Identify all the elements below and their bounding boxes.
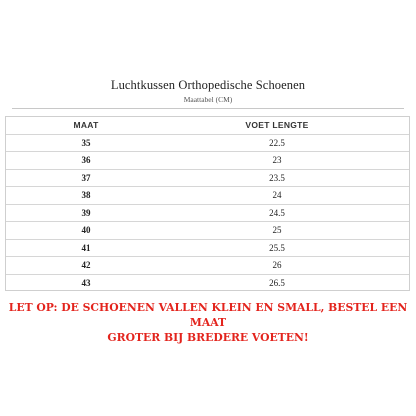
size-table [5,116,410,291]
cell-length: 23 [272,155,282,166]
cell-length: 26.5 [269,278,285,289]
cell-size: 37 [81,172,91,183]
cell-size: 40 [81,225,91,236]
table-row [6,275,409,293]
cell-size: 43 [81,278,91,289]
table-row [6,170,409,188]
cell-length: 24.5 [269,207,285,218]
header-voet-lengte: VOET LENGTE [245,120,309,131]
cell-size: 35 [81,137,91,148]
page-subtitle: Maattabel (CM) [183,95,233,104]
warning-line-2: GROTER BIJ BREDERE VOETEN! [107,331,309,344]
cell-length: 25.5 [269,242,285,253]
table-row [6,240,409,258]
cell-length: 22.5 [269,137,285,148]
header-maat: MAAT [73,120,99,131]
divider [12,108,404,109]
table-row [6,222,409,240]
cell-length: 26 [272,260,282,271]
table-row [6,205,409,223]
cell-size: 39 [81,207,91,218]
table-header-row [6,117,409,135]
cell-length: 24 [272,190,282,201]
cell-size: 36 [81,155,91,166]
table-row [6,187,409,205]
cell-size: 38 [81,190,91,201]
page-title: Luchtkussen Orthopedische Schoenen [110,78,306,92]
table-row [6,152,409,170]
cell-length: 25 [272,225,282,236]
cell-length: 23.5 [269,172,285,183]
size-warning [0,300,416,345]
warning-line-1: LET OP: DE SCHOENEN VALLEN KLEIN EN SMALL, BESTEL EEN MAAT [8,301,408,329]
cell-size: 42 [81,260,91,271]
table-row [6,135,409,153]
cell-size: 41 [81,242,91,253]
table-row [6,257,409,275]
